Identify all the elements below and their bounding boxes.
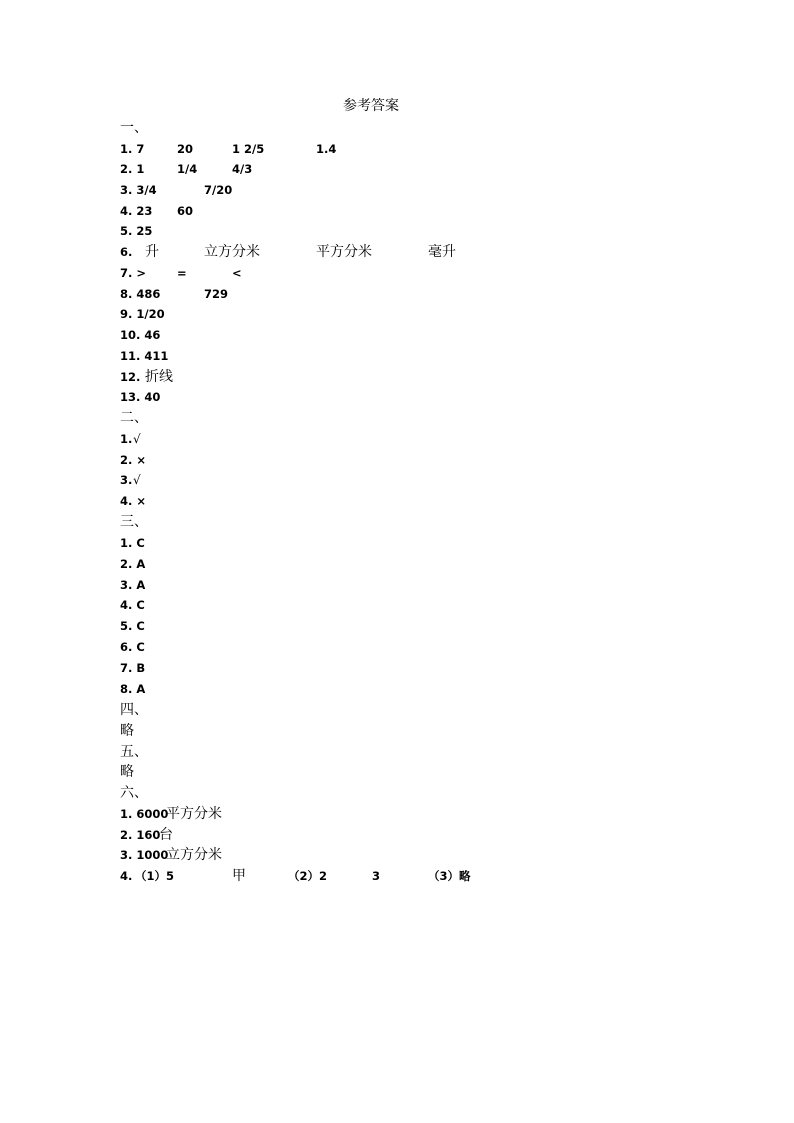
- answer-text: 平方分米: [166, 806, 222, 822]
- answer-text: 台: [159, 827, 173, 843]
- answer-line-1-10: [0, 325, 794, 346]
- answer-line-2-3: [0, 470, 794, 491]
- answer-text: 20: [177, 142, 194, 156]
- answer-line-3-7: [0, 658, 794, 679]
- answer-line-3-4: [0, 595, 794, 616]
- answer-text: 4.: [120, 869, 133, 883]
- answer-text: 5. C: [120, 619, 145, 633]
- answer-line-2-2: [0, 450, 794, 471]
- answer-text: 2. A: [120, 557, 146, 571]
- section-heading-5: [0, 742, 794, 763]
- answer-line-1-4: [0, 201, 794, 222]
- answer-text: 立方分米: [166, 847, 222, 863]
- answer-text: 7/20: [204, 183, 233, 197]
- check-mark: √: [133, 432, 141, 446]
- section-heading-3: [0, 512, 794, 533]
- answer-line-3-2: [0, 554, 794, 575]
- answer-text: 6.: [120, 245, 133, 259]
- answer-text: 3: [372, 869, 381, 883]
- answer-line-5-1: [0, 762, 794, 783]
- answer-text: 13. 40: [120, 390, 161, 404]
- answer-text: （2）2: [288, 869, 328, 883]
- answer-line-1-6: [0, 242, 794, 263]
- answer-line-1-5: [0, 221, 794, 242]
- section-heading-6: [0, 783, 794, 804]
- answer-line-6-4: [0, 866, 794, 887]
- answer-text: 略: [120, 764, 134, 780]
- answer-text: 729: [204, 287, 229, 301]
- answer-text: 6. C: [120, 640, 145, 654]
- answer-text: 5. 25: [120, 224, 153, 238]
- answer-line-1-12: [0, 367, 794, 388]
- answer-text: 4. C: [120, 598, 145, 612]
- answer-text: 7. >: [120, 266, 147, 280]
- answer-text: 1. 6000: [120, 807, 169, 821]
- answer-text: 8. 486: [120, 287, 161, 301]
- answer-text: 1. C: [120, 536, 145, 550]
- answer-text: 3.: [120, 473, 133, 487]
- section-heading-label: 五、: [120, 744, 148, 760]
- answer-line-6-2: [0, 825, 794, 846]
- answer-text: 10. 46: [120, 328, 161, 342]
- answer-line-6-3: [0, 845, 794, 866]
- answer-text: 3. A: [120, 578, 146, 592]
- section-heading-label: 四、: [120, 702, 148, 718]
- answer-text: 4. ×: [120, 494, 147, 508]
- answer-line-1-1: [0, 139, 794, 160]
- answer-text: 2. 160: [120, 828, 161, 842]
- answer-text: 60: [177, 204, 194, 218]
- section-heading-1: [0, 118, 794, 139]
- answer-line-4-1: [0, 721, 794, 742]
- answer-line-2-4: [0, 491, 794, 512]
- answer-text: 平方分米: [316, 244, 372, 260]
- answer-line-2-1: [0, 429, 794, 450]
- answer-text: 3. 1000: [120, 848, 169, 862]
- section-heading-label: 一、: [120, 120, 148, 136]
- answer-text: 3. 3/4: [120, 183, 157, 197]
- section-heading-4: [0, 700, 794, 721]
- answer-line-1-8: [0, 284, 794, 305]
- answer-text: 8. A: [120, 682, 146, 696]
- answer-line-3-3: [0, 575, 794, 596]
- answer-line-1-11: [0, 346, 794, 367]
- answer-text: 折线: [145, 369, 173, 385]
- answer-text: 2. ×: [120, 453, 147, 467]
- section-heading-2: [0, 408, 794, 429]
- answer-text: 12.: [120, 370, 141, 384]
- answer-text: 1 2/5: [232, 142, 265, 156]
- answer-text: 毫升: [428, 244, 456, 260]
- answer-text: （1）5: [135, 869, 175, 883]
- answer-text: 立方分米: [204, 244, 260, 260]
- answer-text: 升: [145, 244, 159, 260]
- answer-line-3-5: [0, 616, 794, 637]
- answer-text: 4/3: [232, 162, 253, 176]
- answer-line-3-8: [0, 679, 794, 700]
- section-heading-label: 三、: [120, 514, 148, 530]
- answer-line-1-9: [0, 304, 794, 325]
- answer-text: 2. 1: [120, 162, 145, 176]
- answer-text: 7. B: [120, 661, 146, 675]
- answer-line-1-3: [0, 180, 794, 201]
- answer-text: 4. 23: [120, 204, 153, 218]
- answer-text: <: [232, 266, 242, 280]
- section-heading-label: 六、: [120, 785, 148, 801]
- answer-line-3-6: [0, 637, 794, 658]
- answer-text: 略: [120, 723, 134, 739]
- answer-text: 9. 1/20: [120, 307, 165, 321]
- answer-text: 11. 411: [120, 349, 169, 363]
- check-mark: √: [133, 473, 141, 487]
- answer-text: 1.: [120, 432, 133, 446]
- answer-line-1-2: [0, 159, 794, 180]
- answer-text: 甲: [232, 868, 246, 884]
- answer-line-1-7: [0, 263, 794, 284]
- page-title: 参考答案: [343, 98, 399, 114]
- section-heading-label: 二、: [120, 410, 148, 426]
- answer-text: =: [177, 266, 187, 280]
- answer-line-6-1: [0, 804, 794, 825]
- answer-text: 1/4: [177, 162, 198, 176]
- answer-line-1-13: [0, 387, 794, 408]
- answer-text: （3）略: [428, 869, 471, 883]
- answer-line-3-1: [0, 533, 794, 554]
- answer-text: 1.4: [316, 142, 337, 156]
- answer-text: 1. 7: [120, 142, 145, 156]
